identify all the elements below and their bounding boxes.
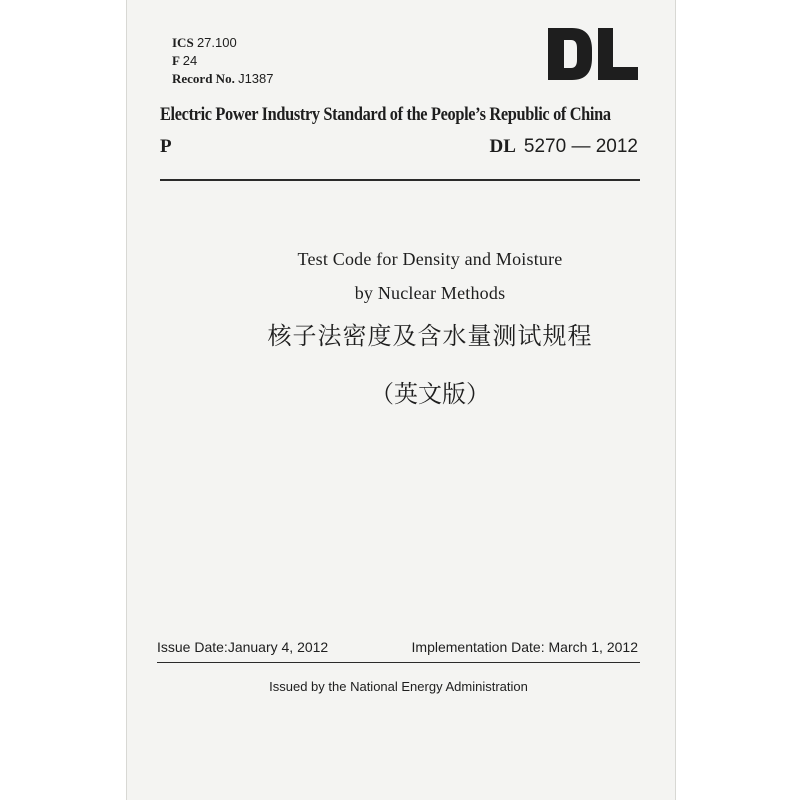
ics-value: 27.100 bbox=[196, 35, 237, 50]
english-title bbox=[160, 242, 700, 310]
category-letter: P bbox=[160, 136, 172, 157]
issuer-line: Issued by the National Energy Administration bbox=[269, 679, 528, 694]
class-label: F bbox=[172, 53, 180, 68]
implementation-date: Implementation Date: March 1, 2012 bbox=[411, 639, 638, 655]
standard-number: 5270 — 2012 bbox=[523, 136, 638, 157]
class-value: 24 bbox=[182, 53, 198, 68]
record-line bbox=[172, 70, 274, 88]
standard-code bbox=[490, 136, 639, 158]
record-value: J1387 bbox=[238, 71, 274, 86]
standard-prefix: DL bbox=[489, 136, 516, 157]
classification-block bbox=[172, 34, 274, 88]
english-title-line1: Test Code for Density and Moisture bbox=[297, 249, 563, 269]
organization-title: Electric Power Industry Standard of the People’s Republic of China bbox=[160, 104, 611, 125]
dl-logo bbox=[546, 26, 640, 82]
footer-divider bbox=[157, 662, 640, 663]
edition-label: （英文版） bbox=[370, 380, 490, 408]
header-divider bbox=[160, 179, 640, 181]
english-title-line2: by Nuclear Methods bbox=[354, 283, 506, 303]
record-label: Record No. bbox=[172, 71, 235, 86]
issue-date: Issue Date:January 4, 2012 bbox=[157, 639, 329, 655]
ics-line bbox=[172, 34, 274, 52]
chinese-title: 核子法密度及含水量测试规程 bbox=[267, 322, 593, 350]
class-line bbox=[172, 52, 274, 70]
ics-label: ICS bbox=[172, 35, 194, 50]
